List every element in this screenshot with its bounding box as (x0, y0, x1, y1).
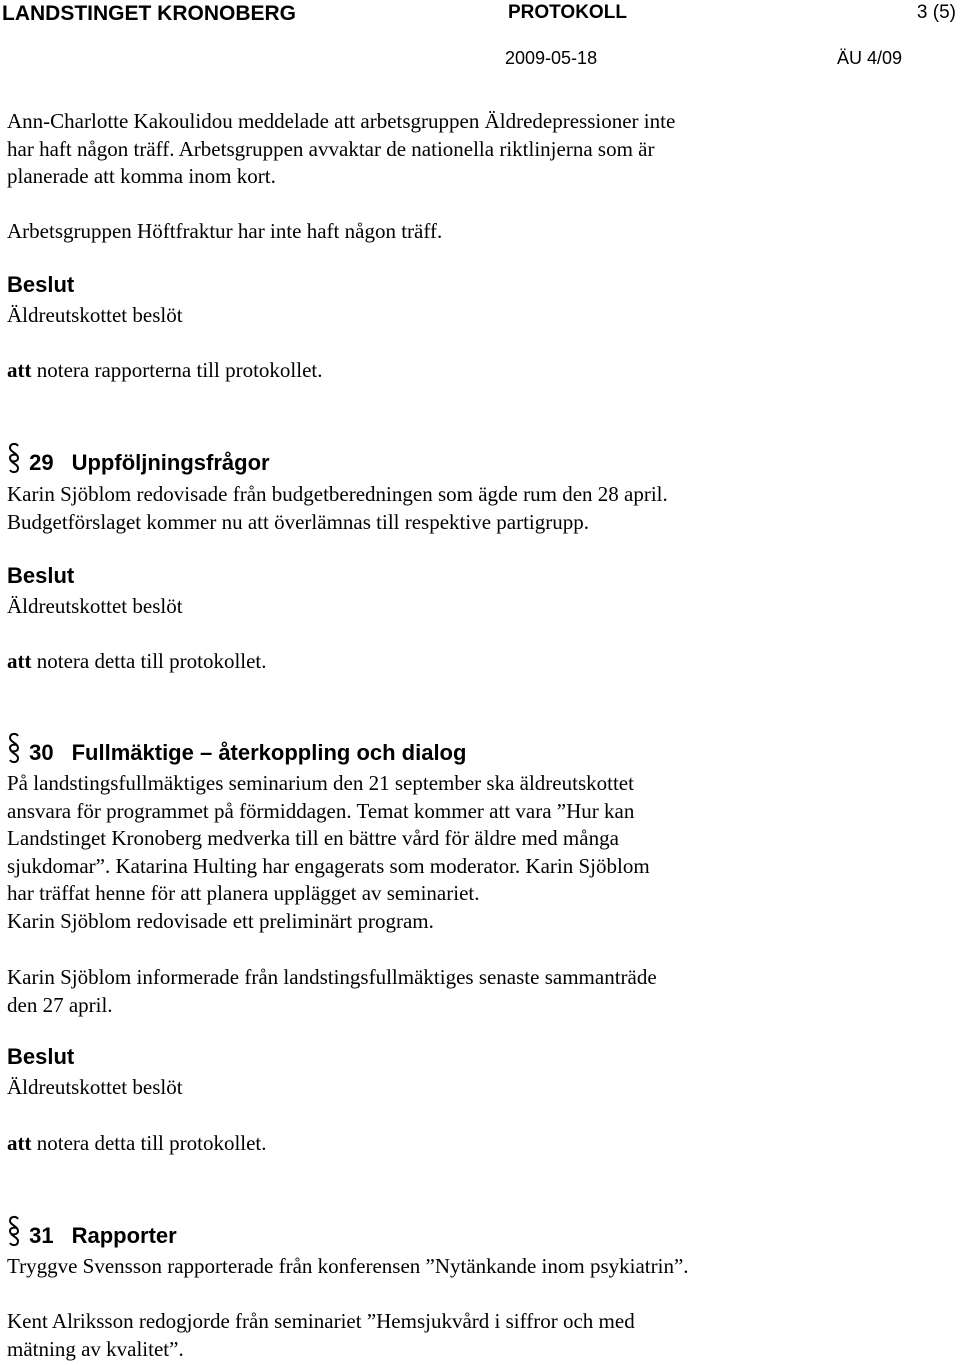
section-number: 31 (29, 1223, 54, 1248)
section-title: Fullmäktige – återkoppling och dialog (71, 740, 467, 765)
header-date: 2009-05-18 (505, 48, 598, 68)
section-title: Uppföljningsfrågor (71, 450, 270, 475)
text-line: Ann-Charlotte Kakoulidou meddelade att arbetsgruppen Äldredepressioner inte (7, 109, 676, 133)
decision-att: att (7, 1131, 32, 1155)
text-line: På landstingsfullmäktiges seminarium den 21 september ska äldreutskottet (7, 771, 634, 795)
decision-text: notera detta till protokollet. (31, 1131, 267, 1155)
decision-att: att (7, 358, 32, 382)
decision (7, 648, 267, 676)
text-line: har haft någon träff. Arbetsgruppen avvaktar de nationella riktlinjerna som är (7, 136, 655, 161)
intro-paragraph-2: Arbetsgruppen Höftfraktur har inte haft någon träff. (7, 219, 443, 243)
section-heading-30 (7, 728, 466, 766)
section-symbol-icon (7, 1215, 21, 1247)
section-number: 29 (29, 450, 54, 475)
text-line: Karin Sjöblom informerade från landstingsfullmäktiges senaste sammanträde (7, 965, 657, 989)
header-page-number: 3 (5) (916, 2, 956, 23)
text-line: sjukdomar”. Katarina Hulting har engagerats som moderator. Karin Sjöblom (7, 853, 650, 878)
section-title: Rapporter (71, 1223, 177, 1248)
section-paragraph (7, 481, 668, 536)
section-number: 30 (29, 740, 54, 765)
beslut-intro: Äldreutskottet beslöt (7, 1075, 183, 1099)
beslut-intro: Äldreutskottet beslöt (7, 594, 183, 618)
decision (7, 1130, 267, 1158)
section-symbol-icon (7, 732, 21, 764)
section-paragraph: Tryggve Svensson rapporterade från konferensen ”Nytänkande inom psykiatrin”. (7, 1254, 689, 1278)
beslut-heading: Beslut (7, 1044, 75, 1069)
text-line: har träffat henne för att planera upplägget av seminariet. (7, 881, 480, 905)
section-heading-31 (7, 1211, 177, 1249)
text-line: den 27 april. (7, 992, 113, 1017)
text-line: mätning av kvalitet”. (7, 1336, 184, 1361)
beslut-intro: Äldreutskottet beslöt (7, 303, 183, 327)
text-line: planerade att komma inom kort. (7, 164, 276, 188)
header-organization: LANDSTINGET KRONOBERG (2, 2, 296, 25)
decision-att: att (7, 649, 32, 673)
text-line: Budgetförslaget kommer nu att överlämnas till respektive partigrupp. (7, 509, 590, 534)
section-paragraph-2 (7, 1308, 635, 1363)
decision-text: notera detta till protokollet. (31, 649, 267, 673)
text-line: ansvara för programmet på förmiddagen. Temat kommer att vara ”Hur kan (7, 798, 635, 823)
section-paragraph-2 (7, 964, 657, 1019)
header-doc-type: PROTOKOLL (508, 2, 627, 23)
text-line: Karin Sjöblom redovisade ett preliminärt program. (7, 908, 434, 933)
beslut-heading: Beslut (7, 272, 75, 297)
section-heading-29 (7, 438, 270, 476)
header-reference: ÄU 4/09 (837, 48, 903, 68)
decision (7, 357, 323, 385)
text-line: Landstinget Kronoberg medverka till en bättre vård för äldre med många (7, 826, 619, 850)
text-line: Karin Sjöblom redovisade från budgetberedningen som ägde rum den 28 april. (7, 482, 668, 506)
section-symbol-icon (7, 442, 21, 474)
decision-text: notera rapporterna till protokollet. (31, 358, 323, 382)
beslut-heading: Beslut (7, 563, 75, 588)
intro-paragraph (7, 108, 675, 191)
section-paragraph (7, 770, 650, 935)
text-line: Kent Alriksson redogjorde från seminariet ”Hemsjukvård i siffror och med (7, 1309, 635, 1333)
